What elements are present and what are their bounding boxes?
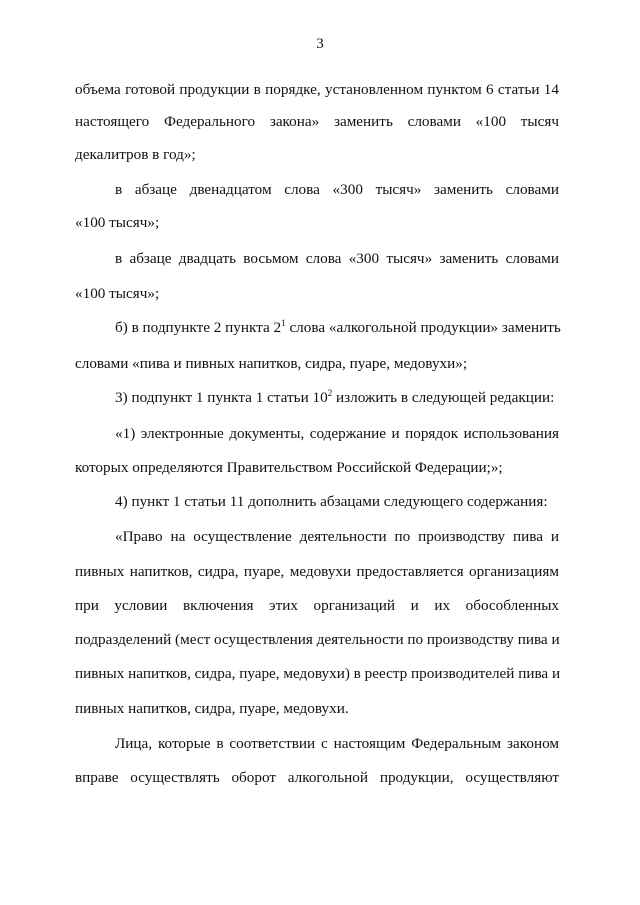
text-line: «100 тысяч»; (75, 214, 160, 231)
text-line: в абзаце двадцать восьмом слова «300 тысяч» заменить словами (115, 250, 559, 267)
text-line: словами «пива и пивных напитков, сидра, пуаре, медовухи»; (75, 355, 468, 372)
text-line: «Право на осуществление деятельности по производству пива и (115, 528, 559, 545)
text-line: «1) электронные документы, содержание и порядок использования (115, 425, 559, 442)
text-line: настоящего Федерального закона» заменить словами «100 тысяч (75, 113, 559, 130)
text-fragment: слова «алкогольной продукции» заменить (285, 319, 561, 336)
text-line-with-superscript (115, 388, 559, 408)
text-line: объема готовой продукции в порядке, установленном пунктом 6 статьи 14 (75, 81, 559, 98)
text-line: вправе осуществлять оборот алкогольной продукции, осуществляют (75, 769, 559, 786)
text-line: 4) пункт 1 статьи 11 дополнить абзацами следующего содержания: (115, 493, 548, 510)
text-fragment: 3) подпункт 1 пункта 1 статьи 10 (115, 389, 328, 406)
text-line-with-superscript (115, 318, 559, 338)
superscript: 2 (327, 388, 333, 398)
superscript: 1 (281, 318, 286, 328)
page-number: 3 (316, 36, 324, 52)
text-line: декалитров в год»; (75, 146, 196, 163)
text-fragment: б) в подпункте 2 пункта 2 (115, 319, 282, 336)
text-line: подразделений (мест осуществления деятельности по производству пива и (75, 631, 560, 648)
text-line: Лица, которые в соответствии с настоящим Федеральным законом (115, 735, 559, 752)
text-fragment: изложить в следующей редакции: (332, 389, 555, 406)
text-line: в абзаце двенадцатом слова «300 тысяч» заменить словами (115, 181, 559, 198)
text-line: пивных напитков, сидра, пуаре, медовухи предоставляется организациям (75, 563, 559, 580)
text-line: пивных напитков, сидра, пуаре, медовухи) в реестр производителей пива и (75, 665, 561, 682)
text-line: пивных напитков, сидра, пуаре, медовухи. (75, 700, 349, 717)
text-line: «100 тысяч»; (75, 285, 160, 302)
text-line: которых определяются Правительством Российской Федерации;»; (75, 459, 503, 476)
text-line: при условии включения этих организаций и их обособленных (75, 597, 559, 614)
